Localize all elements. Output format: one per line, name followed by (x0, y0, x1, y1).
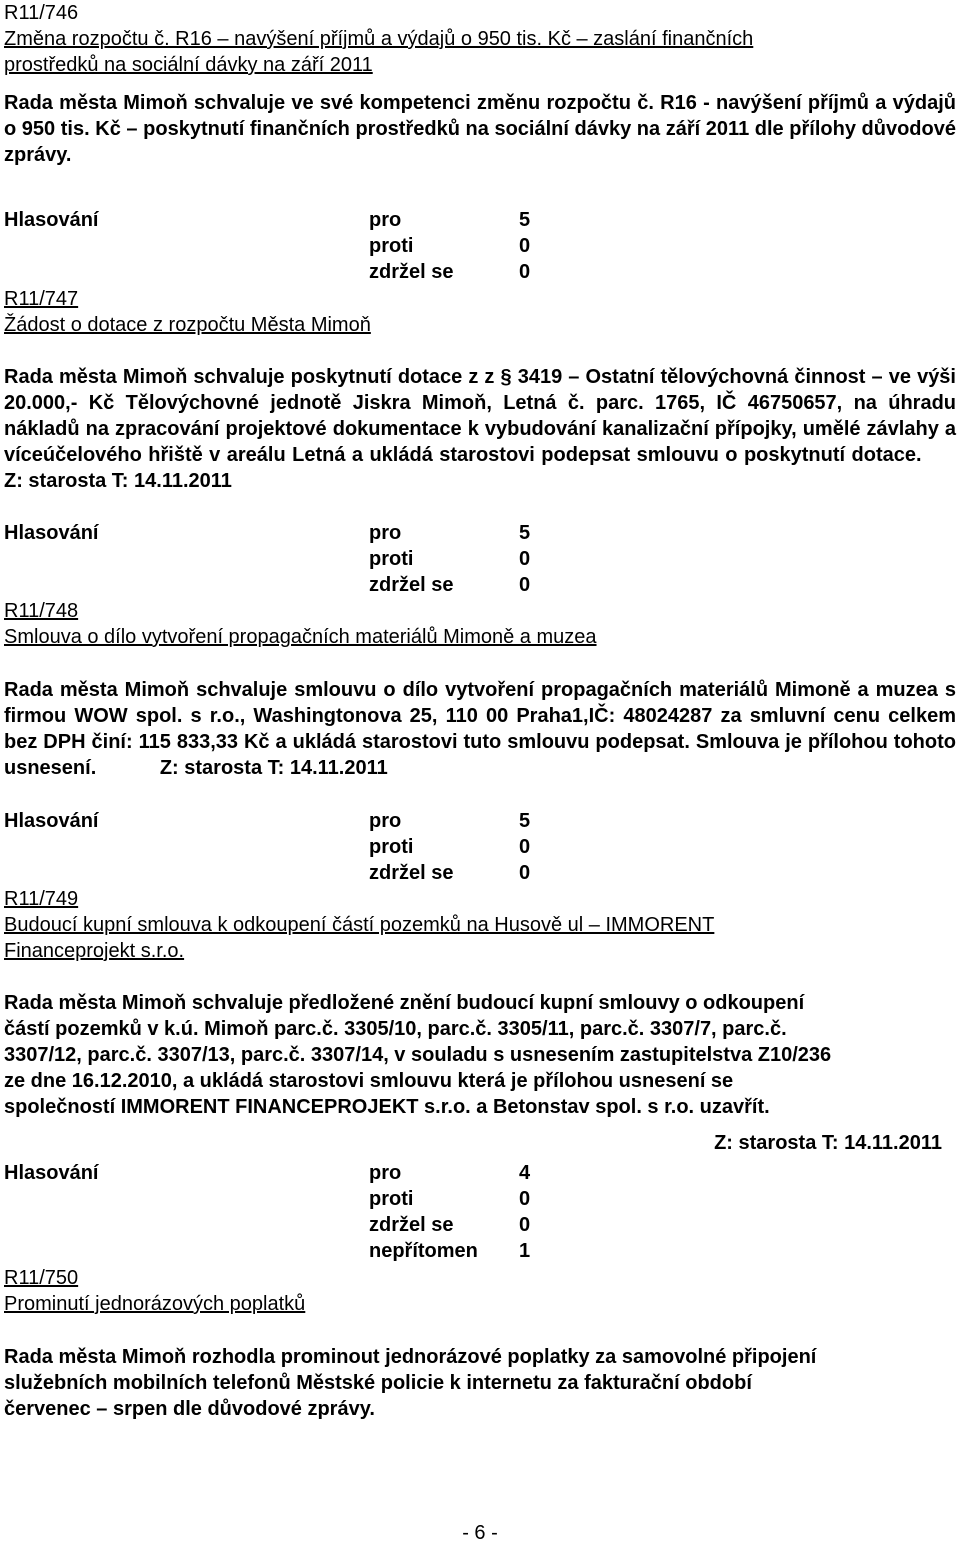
vote-table-746 (4, 207, 604, 285)
resolution-text-750 (4, 1344, 956, 1422)
vote-label: proti (369, 1188, 414, 1210)
resolution-body: Rada města Mimoň schvaluje smlouvu o dílo vytvoření propagačních materiálů Mimoně a muzea s firmou WOW spol. s r.o., Washingtonova 25, 110 00 Praha1,IČ: 48024287 za smluvní cenu celkem bez DPH činí: 115 833,33 Kč a ukládá starostovi tuto smlouvu podepsat. Smlouva je přílohou tohoto usnesení. (4, 679, 956, 779)
page-number: - 6 - (462, 1522, 498, 1544)
vote-count: 0 (519, 862, 531, 884)
resolution-title-line: Budoucí kupní smlouva k odkoupení částí pozemků na Husově ul – IMMORENT (4, 914, 715, 936)
vote-label: zdržel se (369, 1214, 454, 1236)
deadline: Z: starosta T: 14.11.2011 (714, 1132, 942, 1154)
vote-heading: Hlasování (4, 1162, 99, 1184)
vote-label: proti (369, 836, 414, 858)
vote-label: zdržel se (369, 261, 454, 283)
resolution-line: Rada města Mimoň rozhodla prominout jednorázové poplatky za samovolné připojení (4, 1346, 817, 1368)
vote-count: 0 (519, 836, 531, 858)
deadline: Z: starosta T: 14.11.2011 (159, 757, 388, 779)
vote-table-747 (4, 520, 604, 598)
vote-count: 5 (519, 209, 531, 231)
resolution-line: 3307/12, parc.č. 3307/13, parc.č. 3307/14, v souladu s usnesením zastupitelstva Z10/236 (4, 1044, 832, 1066)
resolution-number: R11/747 (4, 288, 79, 310)
vote-count: 5 (519, 810, 531, 832)
resolution-text-746: Rada města Mimoň schvaluje ve své kompetenci změnu rozpočtu č. R16 - navýšení příjmů a výdajů o 950 tis. Kč – poskytnutí finančních prostředků na sociální dávky na září 2011 dle přílohy důvodové zprávy. (4, 92, 956, 166)
vote-label: pro (369, 810, 402, 832)
vote-row (4, 572, 604, 598)
vote-row (4, 808, 604, 834)
vote-row (4, 834, 604, 860)
resolution-header-748 (4, 598, 956, 650)
resolution-header-746 (4, 0, 956, 78)
resolution-line: společností IMMORENT FINANCEPROJEKT s.r.o. a Betonstav spol. s r.o. uzavřít. (4, 1096, 770, 1118)
resolution-line: služebních mobilních telefonů Městské policie k internetu za fakturační období (4, 1372, 752, 1394)
vote-label: proti (369, 548, 414, 570)
vote-label: nepřítomen (369, 1240, 478, 1262)
vote-row (4, 233, 604, 259)
vote-label: pro (369, 522, 402, 544)
vote-count: 4 (519, 1162, 531, 1184)
vote-label: proti (369, 235, 414, 257)
resolution-line: červenec – srpen dle důvodové zprávy. (4, 1398, 375, 1420)
resolution-text-748 (4, 677, 956, 781)
vote-row (4, 1212, 604, 1238)
vote-label: zdržel se (369, 862, 454, 884)
resolution-text-749 (4, 990, 956, 1156)
vote-table-748 (4, 808, 604, 886)
resolution-header-749 (4, 886, 956, 964)
resolution-number: R11/746 (4, 2, 79, 24)
vote-count: 0 (519, 235, 531, 257)
resolution-line: ze dne 16.12.2010, a ukládá starostovi smlouvu která je přílohou usnesení se (4, 1070, 734, 1092)
vote-table-749 (4, 1160, 604, 1264)
resolution-title-line: Žádost o dotace z rozpočtu Města Mimoň (4, 314, 371, 336)
vote-heading: Hlasování (4, 810, 99, 832)
resolution-header-750 (4, 1265, 956, 1317)
resolution-line: Rada města Mimoň schvaluje předložené znění budoucí kupní smlouvy o odkoupení (4, 992, 805, 1014)
vote-count: 0 (519, 1188, 531, 1210)
vote-count: 0 (519, 1214, 531, 1236)
vote-label: zdržel se (369, 574, 454, 596)
vote-count: 0 (519, 548, 531, 570)
vote-heading: Hlasování (4, 522, 99, 544)
vote-row (4, 259, 604, 285)
vote-label: pro (369, 1162, 402, 1184)
resolution-title-line: Smlouva o dílo vytvoření propagačních materiálů Mimoně a muzea (4, 626, 597, 648)
resolution-title-line: Změna rozpočtu č. R16 – navýšení příjmů a výdajů o 950 tis. Kč – zaslání finančních (4, 28, 754, 50)
deadline: Z: starosta T: 14.11.2011 (4, 470, 232, 492)
resolution-number: R11/749 (4, 888, 79, 910)
resolution-title-line: Financeprojekt s.r.o. (4, 940, 185, 962)
vote-label: pro (369, 209, 402, 231)
vote-row (4, 546, 604, 572)
vote-count: 0 (519, 261, 531, 283)
vote-row (4, 207, 604, 233)
vote-heading: Hlasování (4, 209, 99, 231)
resolution-text-747 (4, 364, 956, 494)
resolution-line: částí pozemků v k.ú. Mimoň parc.č. 3305/10, parc.č. 3305/11, parc.č. 3307/7, parc.č. (4, 1018, 787, 1040)
resolution-number: R11/750 (4, 1267, 79, 1289)
vote-row (4, 1186, 604, 1212)
resolution-title-line: prostředků na sociální dávky na září 2011 (4, 54, 373, 76)
vote-count: 5 (519, 522, 531, 544)
resolution-title-line: Prominutí jednorázových poplatků (4, 1293, 306, 1315)
resolution-body: Rada města Mimoň schvaluje poskytnutí dotace z z § 3419 – Ostatní tělovýchovná činnost – ve výši 20.000,- Kč Tělovýchovné jednotě Jiskra Mimoň, Letná č. parc. 1765, IČ 46750657, na úhradu nákladů na zpracování projektové dokumentace k vybudování kanalizační přípojky, umělé závlahy a víceúčelového hřiště v areálu Letná a ukládá starostovi podepsat smlouvu o poskytnutí dotace. (4, 366, 956, 466)
vote-count: 1 (519, 1240, 531, 1262)
vote-row (4, 520, 604, 546)
vote-row (4, 860, 604, 886)
vote-count: 0 (519, 574, 531, 596)
resolution-number: R11/748 (4, 600, 79, 622)
vote-row (4, 1238, 604, 1264)
vote-row (4, 1160, 604, 1186)
resolution-header-747 (4, 286, 956, 338)
